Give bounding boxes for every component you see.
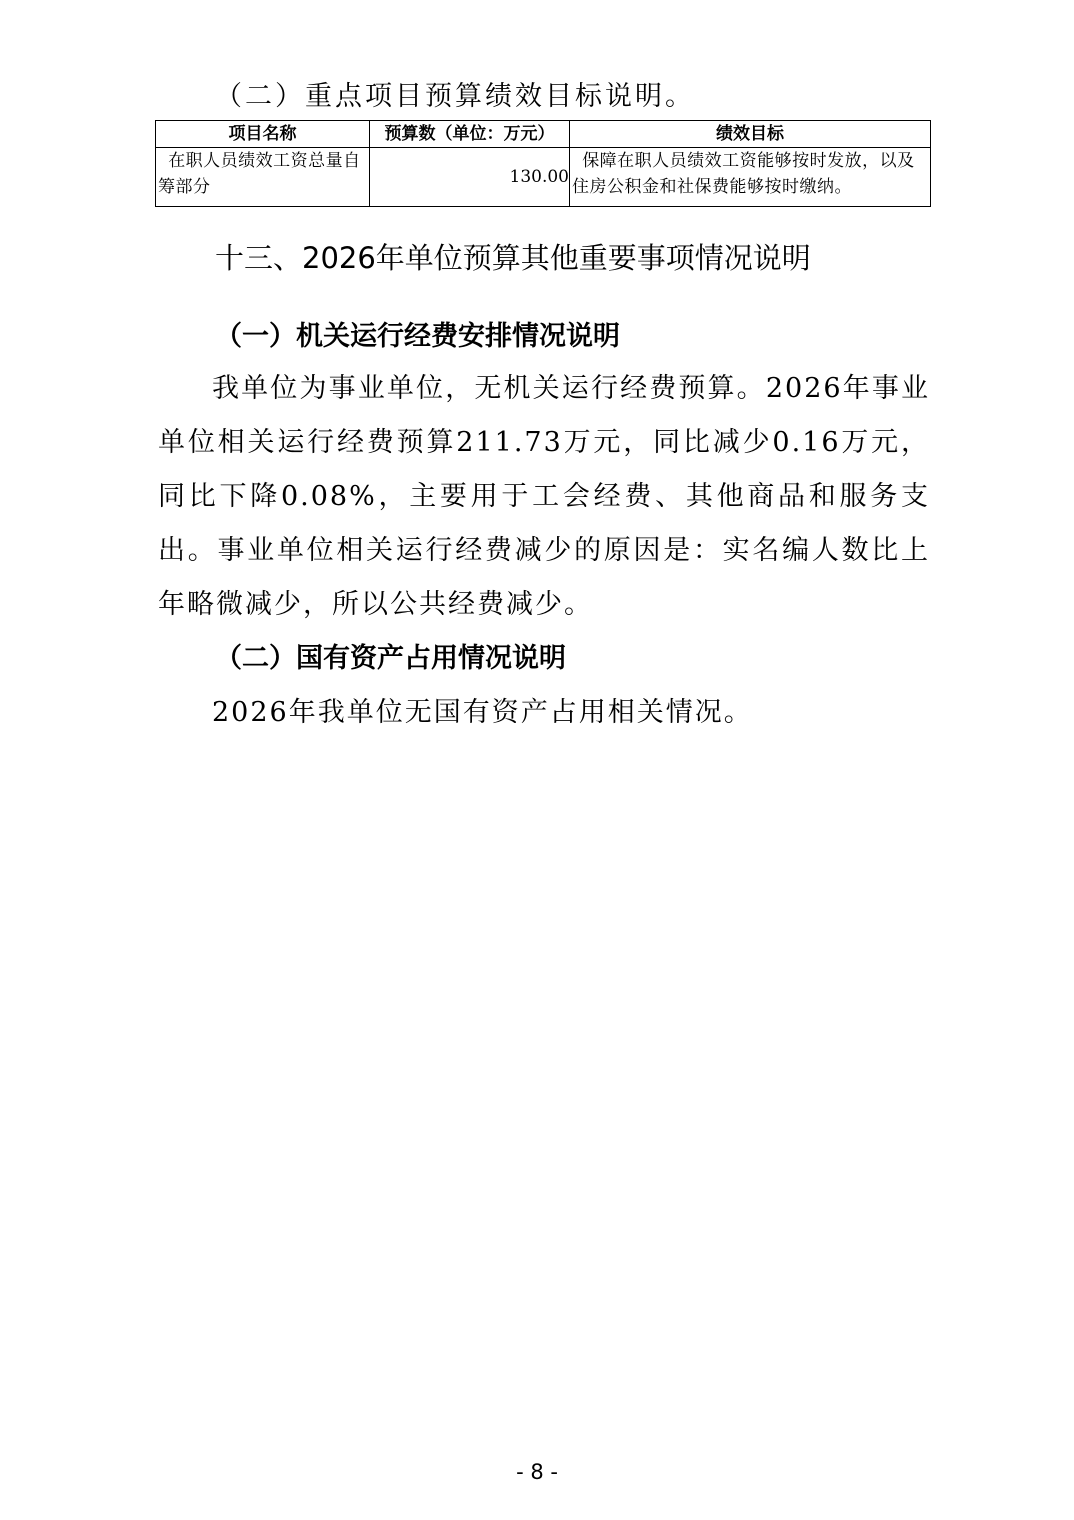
key-project-budget-table bbox=[155, 120, 931, 207]
paragraph-state-assets: 2026年我单位无国有资产占用相关情况。 bbox=[212, 697, 753, 728]
subheading-state-assets: （二）国有资产占用情况说明 bbox=[215, 643, 566, 674]
cell-budget-amount: 130.00 bbox=[370, 148, 570, 207]
header-budget-amount: 预算数（单位：万元） bbox=[370, 121, 570, 148]
chapter-13-heading: 十三、2026年单位预算其他重要事项情况说明 bbox=[215, 241, 811, 275]
table-row bbox=[156, 148, 931, 207]
section-subheading-key-projects: （二）重点项目预算绩效目标说明。 bbox=[215, 81, 695, 112]
header-project-name: 项目名称 bbox=[156, 121, 370, 148]
subheading-operating-expenses: （一）机关运行经费安排情况说明 bbox=[215, 321, 620, 352]
table-header-row bbox=[156, 121, 931, 148]
paragraph-operating-expenses: 我单位为事业单位，无机关运行经费预算。2026年事业单位相关运行经费预算211.73万元，同比减少0.16万元，同比下降0.08%，主要用于工会经费、其他商品和服务支出。事业单位相关运行经费减少的原因是：实名编人数比上年略微减少，所以公共经费减少。 bbox=[158, 373, 930, 620]
header-performance-goal: 绩效目标 bbox=[570, 121, 931, 148]
page-number: - 8 - bbox=[516, 1460, 558, 1484]
cell-project-name: 在职人员绩效工资总量自筹部分 bbox=[156, 148, 370, 207]
cell-performance-goal: 保障在职人员绩效工资能够按时发放，以及住房公积金和社保费能够按时缴纳。 bbox=[570, 148, 931, 207]
